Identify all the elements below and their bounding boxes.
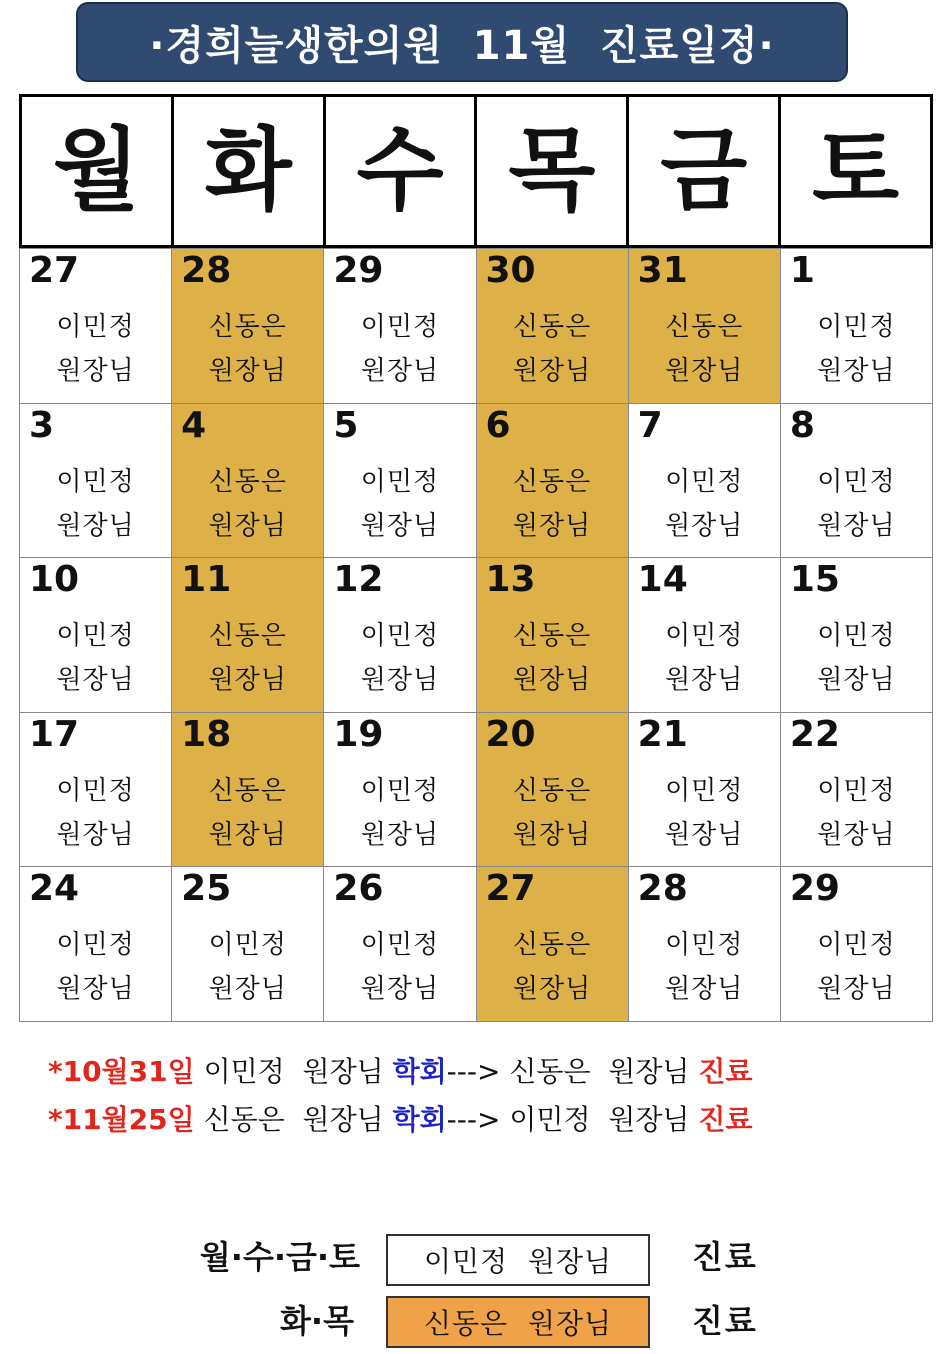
day-number: 14: [637, 559, 688, 601]
day-number: 21: [637, 713, 688, 755]
legend-days-lee: 월·수·금·토: [199, 1238, 360, 1276]
legend-swatch-shin: 신동은 원장님: [386, 1296, 650, 1348]
doctor-name: 이민정: [665, 930, 744, 961]
doctor-assignment: [477, 305, 628, 393]
doctor-title: 원장님: [208, 510, 287, 541]
doctor-title: 원장님: [665, 356, 744, 386]
doctor-title: 원장님: [512, 510, 592, 541]
calendar-day-cell: [629, 403, 781, 558]
calendar-day-cell: [477, 712, 629, 867]
doctor-assignment: [477, 769, 628, 857]
weekday-mon: 월: [22, 97, 174, 245]
day-number: 6: [485, 404, 511, 446]
note-event: 학회: [392, 1103, 447, 1136]
doctor-title: 원장님: [665, 974, 744, 1005]
calendar-day-cell: [629, 712, 781, 867]
doctor-assignment: [324, 460, 475, 548]
day-number: 28: [181, 250, 232, 291]
doctor-name: 이민정: [360, 621, 440, 652]
doctor-name: 이민정: [208, 930, 287, 961]
note-date: *11월25일: [48, 1103, 195, 1136]
note-date: *10월31일: [48, 1055, 195, 1088]
day-number: 26: [333, 868, 384, 910]
note-substitute: 이민정 원장님: [500, 1103, 699, 1136]
day-number: 1: [789, 250, 815, 291]
doctor-name: 이민정: [360, 466, 440, 497]
legend-action-lee: 진료: [692, 1238, 758, 1276]
day-number: 29: [789, 868, 840, 910]
page-title: ·경희늘생한의원 11월 진료일정·: [149, 22, 775, 69]
day-number: 30: [485, 250, 536, 291]
doctor-assignment: [324, 769, 475, 857]
doctor-assignment: [172, 614, 323, 702]
doctor-name: 이민정: [665, 775, 744, 806]
doctor-name: 이민정: [360, 775, 440, 806]
note-arrow: --->: [446, 1055, 501, 1088]
schedule-note-1: [48, 1050, 752, 1090]
doctor-assignment: [629, 769, 780, 857]
doctor-name: 이민정: [56, 312, 135, 342]
doctor-title: 원장님: [360, 665, 440, 696]
doctor-name: 이민정: [56, 775, 135, 806]
calendar-day-cell: [629, 866, 781, 1021]
doctor-assignment: [477, 614, 628, 702]
day-number: 4: [181, 404, 207, 446]
weekday-header-row: [19, 94, 933, 248]
doctor-title: 원장님: [817, 665, 896, 696]
day-number: 11: [181, 559, 232, 601]
day-number: 12: [333, 559, 384, 601]
day-number: 5: [333, 404, 359, 446]
calendar-day-cell: [172, 712, 324, 867]
calendar-day-cell: [781, 248, 933, 403]
calendar-day-cell: [172, 403, 324, 558]
day-number: 10: [29, 559, 80, 601]
calendar-day-cell: [477, 557, 629, 712]
doctor-name: 신동은: [512, 312, 592, 342]
day-number: 25: [181, 868, 232, 910]
weekday-sat: 토: [812, 118, 900, 223]
doctor-title: 원장님: [208, 819, 287, 850]
doctor-assignment: [629, 614, 780, 702]
calendar-day-cell: [324, 712, 476, 867]
weekday-wed: 수: [326, 97, 478, 245]
schedule-note-2: [48, 1098, 752, 1138]
day-number: 20: [485, 713, 536, 755]
doctor-title: 원장님: [360, 510, 440, 541]
doctor-title: 원장님: [360, 974, 440, 1005]
doctor-assignment: [20, 614, 171, 702]
note-doctor: 이민정 원장님: [194, 1055, 393, 1088]
calendar-day-cell: [781, 557, 933, 712]
weekday-fri: 금: [629, 97, 781, 245]
doctor-title: 원장님: [360, 819, 440, 850]
doctor-title: 원장님: [665, 819, 744, 850]
doctor-name: 신동은: [208, 621, 287, 652]
doctor-title: 원장님: [817, 510, 896, 541]
doctor-name: 신동은: [208, 466, 287, 497]
doctor-assignment: [172, 460, 323, 548]
doctor-name: 이민정: [360, 312, 440, 342]
calendar-day-cell: [324, 557, 476, 712]
doctor-title: 원장님: [512, 819, 592, 850]
doctor-name: 신동은: [208, 775, 287, 806]
doctor-name: 신동은: [512, 775, 592, 806]
doctor-name: 신동은: [512, 621, 592, 652]
doctor-assignment: [781, 769, 932, 857]
note-action: 진료: [698, 1055, 753, 1088]
calendar-day-cell: [172, 557, 324, 712]
weekday-thu: 목: [477, 97, 629, 245]
legend-days-shin: 화·목: [280, 1302, 354, 1340]
doctor-title: 원장님: [56, 819, 135, 850]
doctor-title: 원장님: [56, 665, 135, 696]
doctor-assignment: [324, 923, 475, 1011]
calendar-day-cell: [20, 403, 172, 558]
doctor-assignment: [172, 769, 323, 857]
note-substitute: 신동은 원장님: [500, 1055, 699, 1088]
calendar-grid: [19, 248, 933, 1022]
calendar-day-cell: [324, 403, 476, 558]
doctor-assignment: [477, 923, 628, 1011]
day-number: 8: [789, 404, 815, 446]
doctor-name: 이민정: [56, 930, 135, 961]
day-number: 15: [789, 559, 840, 601]
doctor-name: 신동은: [512, 466, 592, 497]
doctor-title: 원장님: [512, 974, 592, 1005]
doctor-title: 원장님: [208, 665, 287, 696]
doctor-assignment: [781, 614, 932, 702]
calendar-day-cell: [477, 866, 629, 1021]
doctor-name: 이민정: [360, 930, 440, 961]
doctor-name: 이민정: [817, 775, 896, 806]
calendar-day-cell: [781, 712, 933, 867]
calendar-day-cell: [20, 866, 172, 1021]
doctor-title: 원장님: [360, 356, 440, 386]
doctor-assignment: [324, 305, 475, 393]
doctor-name: 신동은: [512, 930, 592, 961]
doctor-title: 원장님: [817, 356, 896, 386]
doctor-assignment: [629, 923, 780, 1011]
doctor-assignment: [781, 460, 932, 548]
day-number: 31: [637, 250, 688, 291]
doctor-assignment: [781, 923, 932, 1011]
note-arrow: --->: [446, 1103, 501, 1136]
doctor-assignment: [172, 305, 323, 393]
doctor-assignment: [477, 460, 628, 548]
doctor-name: 이민정: [56, 621, 135, 652]
doctor-name: 이민정: [817, 621, 896, 652]
doctor-assignment: [20, 769, 171, 857]
doctor-assignment: [20, 923, 171, 1011]
calendar-day-cell: [20, 557, 172, 712]
doctor-assignment: [172, 923, 323, 1011]
calendar-day-cell: [172, 248, 324, 403]
doctor-title: 원장님: [817, 974, 896, 1005]
note-event: 학회: [392, 1055, 447, 1088]
day-number: 17: [29, 713, 80, 755]
doctor-title: 원장님: [817, 819, 896, 850]
doctor-assignment: [324, 614, 475, 702]
day-number: 27: [29, 250, 80, 291]
doctor-assignment: [20, 305, 171, 393]
note-action: 진료: [698, 1103, 753, 1136]
doctor-name: 이민정: [817, 466, 896, 497]
note-doctor: 신동은 원장님: [194, 1103, 393, 1136]
calendar-day-cell: [324, 866, 476, 1021]
doctor-title: 원장님: [56, 510, 135, 541]
doctor-name: 이민정: [817, 930, 896, 961]
calendar-day-cell: [172, 866, 324, 1021]
doctor-title: 원장님: [208, 974, 287, 1005]
doctor-assignment: [781, 305, 932, 393]
calendar-day-cell: [20, 248, 172, 403]
doctor-name: 이민정: [665, 621, 744, 652]
day-number: 22: [789, 713, 840, 755]
calendar-day-cell: [629, 248, 781, 403]
doctor-title: 원장님: [665, 510, 744, 541]
day-number: 13: [485, 559, 536, 601]
calendar-day-cell: [324, 248, 476, 403]
doctor-name: 이민정: [665, 466, 744, 497]
doctor-title: 원장님: [512, 356, 592, 386]
day-number: 3: [29, 404, 55, 446]
calendar-day-cell: [477, 403, 629, 558]
doctor-name: 이민정: [817, 312, 896, 342]
doctor-assignment: [629, 460, 780, 548]
legend-action-shin: 진료: [692, 1302, 758, 1340]
day-number: 24: [29, 868, 80, 910]
day-number: 29: [333, 250, 384, 291]
doctor-title: 원장님: [512, 665, 592, 696]
doctor-title: 원장님: [56, 356, 135, 386]
doctor-assignment: [629, 305, 780, 393]
legend-swatch-lee: 이민정 원장님: [386, 1234, 650, 1286]
day-number: 19: [333, 713, 384, 755]
calendar-day-cell: [781, 403, 933, 558]
day-number: 27: [485, 868, 536, 910]
weekday-tue: 화: [174, 97, 326, 245]
calendar-day-cell: [781, 866, 933, 1021]
calendar-day-cell: [20, 712, 172, 867]
calendar-day-cell: [477, 248, 629, 403]
doctor-assignment: [20, 460, 171, 548]
day-number: 28: [637, 868, 688, 910]
calendar-day-cell: [629, 557, 781, 712]
doctor-name: 이민정: [56, 466, 135, 497]
day-number: 7: [637, 404, 663, 446]
doctor-title: 원장님: [208, 356, 287, 386]
doctor-name: 신동은: [208, 312, 287, 342]
title-banner: [76, 2, 848, 82]
doctor-title: 원장님: [56, 974, 135, 1005]
day-number: 18: [181, 713, 232, 755]
doctor-name: 신동은: [665, 312, 744, 342]
doctor-title: 원장님: [665, 665, 744, 696]
